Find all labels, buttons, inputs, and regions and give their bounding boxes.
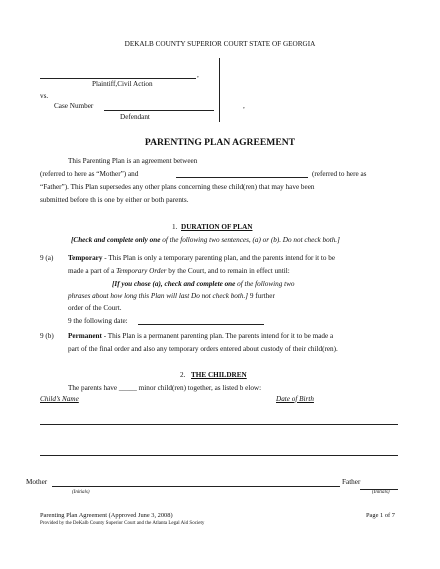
option-a-text-2b: by the Court, and to remain in effect until:	[166, 267, 290, 275]
intro-line-1: This Parenting Plan is an agreement between	[68, 157, 198, 165]
option-a-line-1	[68, 254, 335, 263]
initials-line[interactable]	[52, 486, 340, 487]
option-b-label: Permanent	[68, 332, 102, 340]
section-2-heading: THE CHILDREN	[191, 371, 247, 379]
caption-comma: ,	[197, 71, 199, 79]
section-1-instruction	[71, 236, 340, 245]
option-a-note-bold: [If you chose (a), check and complete one	[112, 280, 236, 288]
caption-comma-2: ,	[243, 102, 245, 110]
initials-caption-right: (Initials)	[372, 490, 390, 495]
date-of-birth-header: Date of Birth	[276, 395, 314, 403]
intro-line-4: submitted before th is one by either or both parents.	[40, 196, 189, 204]
section-1-number: 1.	[172, 223, 178, 231]
section-1-heading: DURATION OF PLAN	[181, 223, 253, 231]
temporary-order-text: Temporary Order	[116, 267, 167, 275]
option-a-marker[interactable]: 9 (a)	[40, 254, 54, 262]
option-a-text-2a: made a part of a	[68, 267, 117, 275]
footer-document-name: Parenting Plan Agreement (Approved June 3, 2008)	[40, 512, 173, 519]
case-number-line	[104, 110, 214, 111]
document-title: PARENTING PLAN AGREEMENT	[144, 137, 296, 148]
child-row-line-2[interactable]	[40, 455, 398, 456]
option-a-text-1: - This Plan is only a temporary parenting plan, and the parents intend for it to be	[102, 254, 336, 262]
children-count-blank[interactable]: _____	[118, 384, 137, 392]
children-count-line	[68, 384, 261, 393]
option-a-label: Temporary	[68, 254, 103, 262]
father-name-line	[176, 177, 308, 178]
option-b-line-2: part of the final order and also any temporary orders entered about custody of their child(ren).	[68, 345, 338, 353]
child-row-line-1[interactable]	[40, 424, 398, 425]
option-a-note-rest: of the following two	[235, 280, 295, 288]
caption-divider	[219, 58, 220, 122]
father-initials-label: Father	[342, 478, 361, 486]
option-a-note-1	[112, 280, 294, 289]
children-text-b: minor child(ren) together, as listed b elow:	[136, 384, 262, 392]
initials-caption-left: (Initials)	[72, 490, 90, 495]
date-line[interactable]	[138, 324, 264, 325]
option-a-order: order of the Court.	[68, 304, 122, 312]
instruction-bold: [Check and complete only one	[71, 236, 161, 244]
option-b-text-1: - This Plan is a permanent parenting plan. The parents intend for it to be made a	[101, 332, 334, 340]
intro-line-2a: (referred to here as “Mother”) and	[40, 170, 139, 178]
intro-line-2b: (referred to here as	[312, 170, 367, 178]
option-b-line-1	[68, 332, 333, 341]
option-a-line-2	[68, 267, 290, 276]
option-a-date-label[interactable]: 9 the following date:	[68, 317, 128, 325]
defendant-label: Defendant	[120, 113, 150, 121]
option-a-note-2	[68, 292, 275, 301]
option-b-marker[interactable]: 9 (b)	[40, 332, 54, 340]
case-number-label: Case Number	[54, 102, 94, 110]
footer-provider: Provided by the DeKalb County Superior Court and the Atlanta Legal Aid Society	[40, 521, 205, 526]
versus-label: vs.	[40, 92, 49, 100]
plaintiff-label: Plaintiff,Civil Action	[92, 80, 153, 88]
instruction-rest: of the following two sentences, (a) or (b). Do not check both.]	[160, 236, 340, 244]
page-number: Page 1 of 7	[366, 512, 395, 519]
children-text-a: The parents have	[68, 384, 119, 392]
father-initials-line[interactable]	[360, 489, 398, 490]
section-2-number: 2.	[180, 371, 186, 379]
mother-initials-label: Mother	[26, 478, 48, 486]
intro-line-3: “Father”). This Plan supersedes any other plans concerning these child(ren) that may have been	[40, 183, 315, 191]
court-name: DEKALB COUNTY SUPERIOR COURT STATE OF GEORGIA	[124, 40, 316, 48]
option-a-note-2-text: phrases about how long this Plan will last Do not check both.]	[68, 292, 249, 300]
plaintiff-line	[40, 78, 196, 79]
further-order-checkbox[interactable]: 9 further	[248, 292, 275, 300]
child-name-header: Child’s Name	[40, 395, 79, 403]
